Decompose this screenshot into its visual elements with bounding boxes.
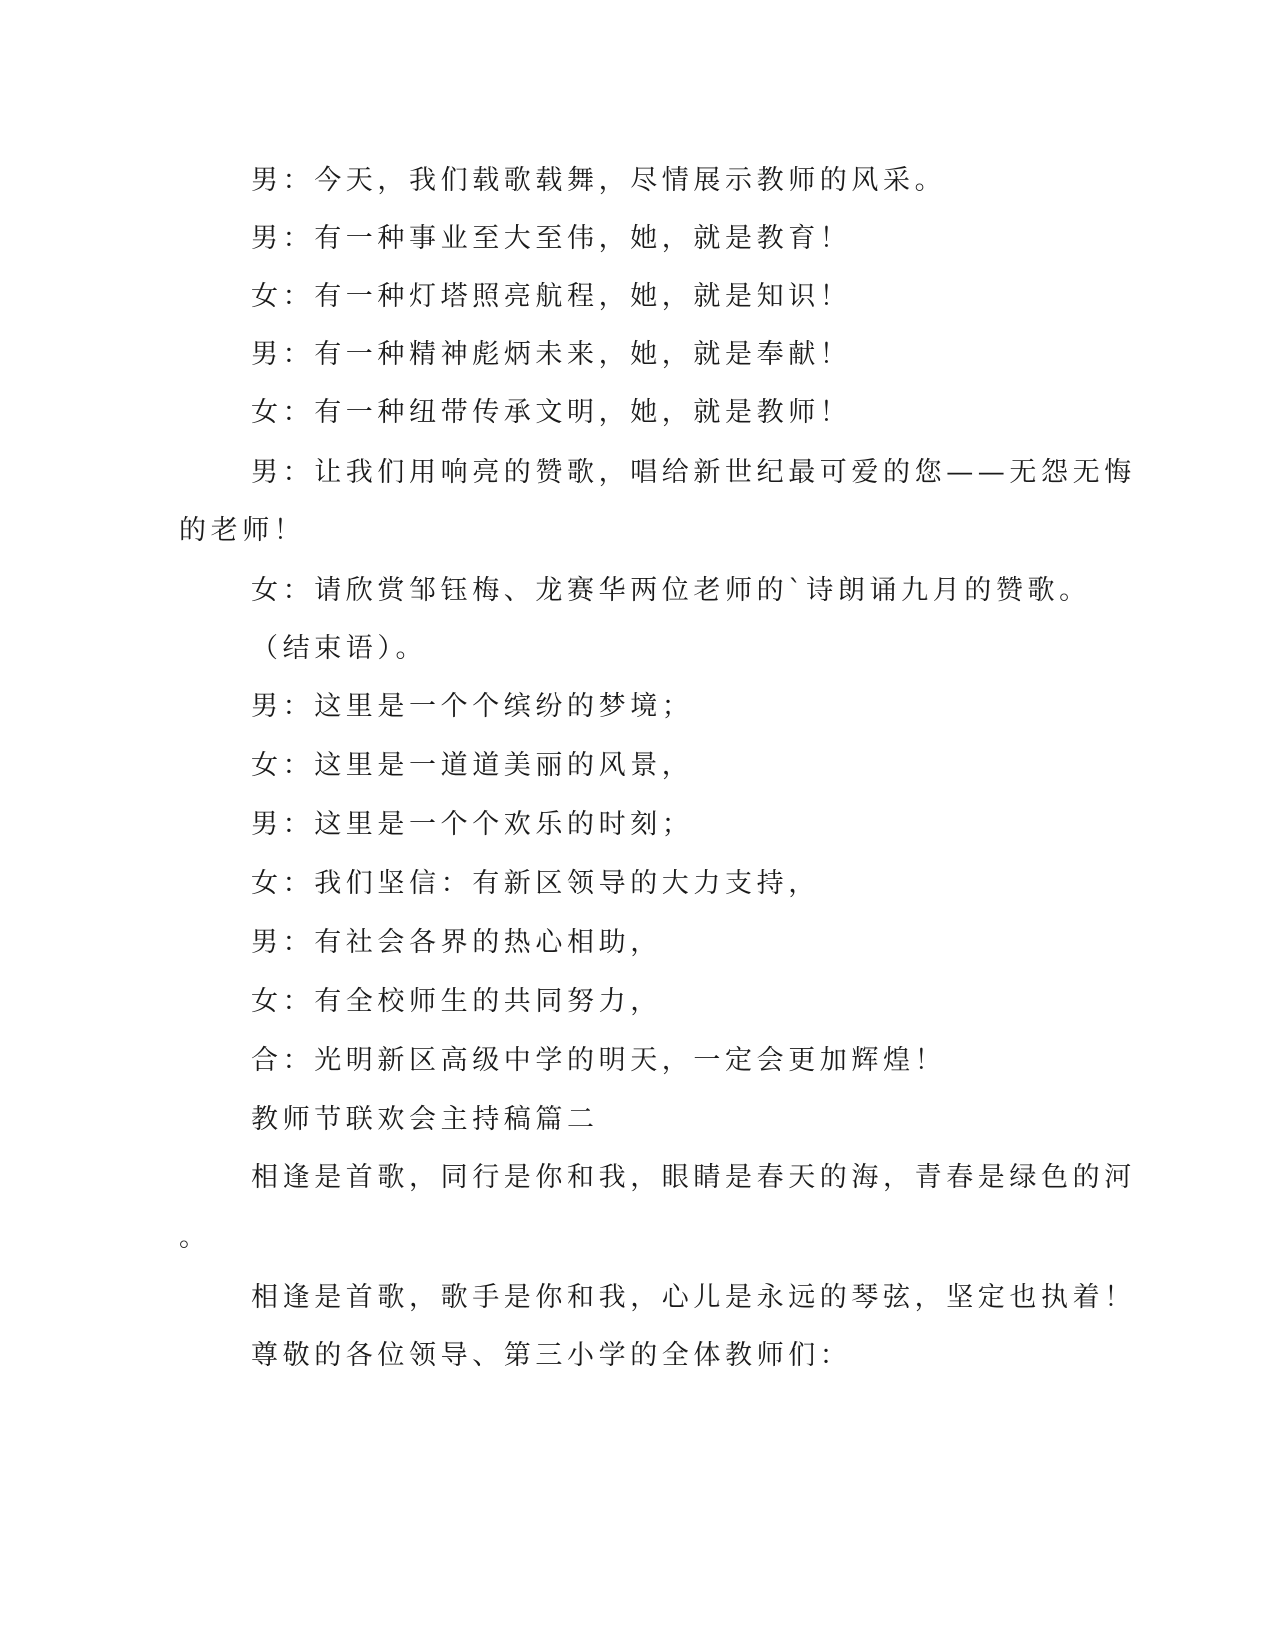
- dialogue-line: 女：有全校师生的共同努力，: [251, 986, 662, 1017]
- dialogue-line: 男：让我们用响亮的赞歌，唱给新世纪最可爱的您——无怨无悔: [251, 457, 1136, 488]
- section-note: （结束语）。: [251, 633, 428, 664]
- dialogue-line: 男：这里是一个个缤纷的梦境；: [251, 691, 694, 722]
- paragraph-line: 相逢是首歌，同行是你和我，眼睛是春天的海，青春是绿色的河: [251, 1162, 1136, 1193]
- dialogue-line: 女：我们坚信：有新区领导的大力支持，: [251, 868, 820, 899]
- dialogue-line: 女：请欣赏邹钰梅、龙赛华两位老师的`诗朗诵九月的赞歌。: [251, 575, 1091, 606]
- section-heading: 教师节联欢会主持稿篇二: [251, 1104, 599, 1135]
- dialogue-line: 女：有一种灯塔照亮航程，她，就是知识！: [251, 281, 852, 312]
- dialogue-line: 合：光明新区高级中学的明天，一定会更加辉煌！: [251, 1045, 947, 1076]
- dialogue-line: 男：有一种事业至大至伟，她，就是教育！: [251, 223, 852, 254]
- salutation-line: 尊敬的各位领导、第三小学的全体教师们：: [251, 1340, 852, 1371]
- dialogue-line: 男：这里是一个个欢乐的时刻；: [251, 809, 694, 840]
- dialogue-line-continuation: 的老师！: [179, 515, 306, 546]
- dialogue-line: 男：有一种精神彪炳未来，她，就是奉献！: [251, 339, 852, 370]
- paragraph-line-continuation: 。: [179, 1222, 211, 1253]
- dialogue-line: 男：有社会各界的热心相助，: [251, 927, 662, 958]
- paragraph-line: 相逢是首歌，歌手是你和我，心儿是永远的琴弦，坚定也执着！: [251, 1282, 1136, 1313]
- dialogue-line: 女：有一种纽带传承文明，她，就是教师！: [251, 397, 852, 428]
- dialogue-line: 女：这里是一道道美丽的风景，: [251, 750, 694, 781]
- dialogue-line: 男：今天，我们载歌载舞，尽情展示教师的风采。: [251, 165, 947, 196]
